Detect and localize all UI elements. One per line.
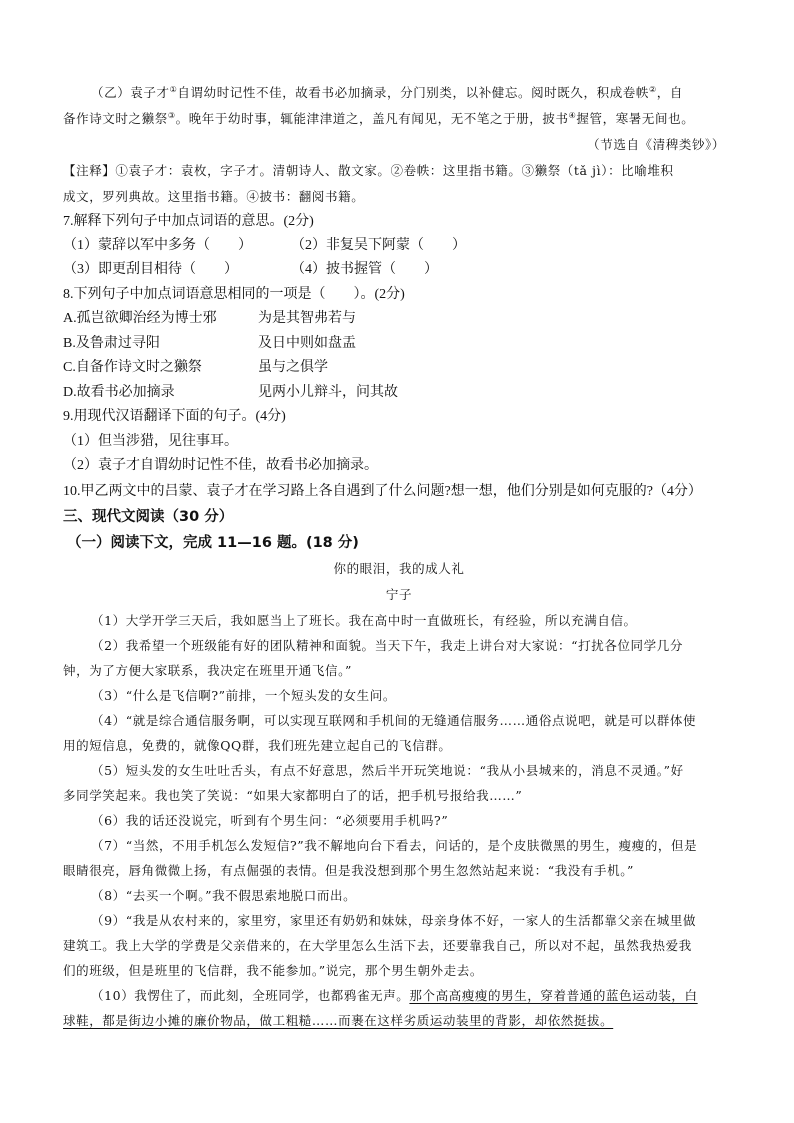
story-paragraph-8: （8）“去买一个啊。”我不假思索地脱口而出。 [91, 887, 357, 903]
section-3-title: 三、现代文阅读（30 分） [63, 508, 234, 525]
passage-b-line-2: 备作诗文时之獭祭③。晚年于幼时事，辄能津津道之，盖凡有闻见，无不笔之于册，披书④握管，寒暑无间也。 [63, 110, 695, 126]
question-9-item-2: （2）袁子才自谓幼时记性不佳，故看书必加摘录。 [63, 458, 378, 473]
question-8-stem: 8.下列句子中加点词语意思相同的一项是（ ）。(2分) [63, 287, 405, 302]
footnote-mark: ① [169, 84, 178, 94]
passage-b-line-1: （乙）袁子才①自谓幼时记性不佳，故看书必加摘录，分门别类，以补健忘。阅时既久，积成卷帙②，自 [91, 84, 683, 100]
question-7-item-3: （3）即更刮目相待（ ） [63, 262, 238, 277]
question-7-item-4: （4）披书握管（ ） [291, 262, 438, 277]
story-paragraph-9: （9）“我是从农村来的，家里穷，家里还有奶奶和妹妹，母亲身体不好，一家人的生活都靠父亲在城里做 建筑工。我上大学的学费是父亲借来的，在大学里怎么生活下去，还要靠我自己，所以对不起，虽然我热爱我 们的班级，但是班里的飞信群，我不能参加。”说完，那个男生朝外走去。 [63, 912, 697, 978]
story-paragraph-4: （4）“就是综合通信服务啊，可以实现互联网和手机间的无缝通信服务……通俗点说吧，就是可以群体使 用的短信息，免费的，就像QQ群，我们班先建立起自己的飞信群。 [63, 712, 697, 753]
exam-page [63, 80, 735, 1033]
story-title: 你的眼泪，我的成人礼 [333, 560, 465, 576]
question-7-stem: 7.解释下列句子中加点词语的意思。(2分) [63, 214, 314, 229]
story-paragraph-2: （2）我希望一个班级能有好的团队精神和面貌。当天下午，我走上讲台对大家说：“打扰各位同学几分 钟，为了方便大家联系，我决定在班里开通飞信。” [63, 637, 683, 678]
footnote-mark: ③ [167, 110, 176, 120]
underlined-sentence-cont: 球鞋，都是街边小摊的廉价物品，做工粗糙……而裹在这样劣质运动装里的背影，却依然挺拔。 [63, 1012, 614, 1028]
story-paragraph-6: （6）我的话还没说完，听到有个男生问：“必须要用手机吗?” [91, 812, 449, 828]
story-author: 宁子 [385, 586, 413, 602]
story-paragraph-1: （1）大学开学三天后，我如愿当上了班长。我在高中时一直做班长，有经验，所以充满自信。 [91, 612, 637, 628]
question-8-option-d: D.故看书必加摘录 见两小儿辩斗，问其故 [63, 384, 398, 400]
annotation-line-2: 成文，罗列典故。这里指书籍。④披书：翻阅书籍。 [63, 189, 365, 204]
question-9-item-1: （1）但当涉猎，见往事耳。 [63, 433, 238, 449]
question-8 [63, 282, 735, 405]
question-10 [63, 479, 735, 504]
question-7-item-1: （1）蒙辞以军中多务（ ） [63, 238, 252, 253]
story-paragraph-3: （3）“什么是飞信啊?”前排，一个短头发的女生问。 [91, 687, 396, 703]
story-paragraph-5: （5）短头发的女生吐吐舌头，有点不好意思，然后半开玩笑地说：“我从小县城来的，消息不灵通。”好 多同学笑起来。我也笑了笑说：“如果大家都明白了的话，把手机号报给我……” [63, 762, 684, 803]
footnote-mark: ② [649, 84, 657, 94]
question-9 [63, 405, 735, 479]
question-8-option-b: B.及鲁肃过寻阳 及日中则如盘盂 [63, 335, 356, 351]
question-8-option-c: C.自备作诗文时之獭祭 虽与之俱学 [63, 360, 328, 375]
passage-b-source: （节选自《清稗类钞》） [587, 137, 725, 152]
question-7 [63, 210, 735, 282]
annotation-line-1: 【注释】①袁子才：袁枚，字子才。清朝诗人、散文家。②卷帙：这里指书籍。③獭祭（tǎ jì）：比喻堆积 [63, 163, 674, 178]
question-7-row-2 [63, 258, 735, 282]
passage-b-cont [63, 106, 735, 210]
question-9-stem: 9.用现代汉语翻译下面的句子。(4分) [63, 409, 286, 424]
section-3-subtitle: （一）阅读下文，完成 11—16 题。(18 分) [67, 534, 359, 551]
question-10-stem: 10.甲乙两文中的吕蒙、袁子才在学习路上各自遇到了什么问题?想一想，他们分别是如何克服的?（4分） [63, 483, 702, 499]
passage-b [63, 80, 735, 106]
story-paragraph-10: （10）我愣住了，而此刻，全班同学，也都鸦雀无声。那个高高瘦瘦的男生，穿着普通的蓝色运动装，白 球鞋，都是街边小摊的廉价物品，做工粗糙……而裹在这样劣质运动装里的背影，却依然挺拔。 [63, 987, 698, 1028]
question-8-option-a: A.孤岂欲卿治经为博士邪 为是其智弗若与 [63, 311, 356, 326]
story-paragraph-7: （7）“当然，不用手机怎么发短信?”我不解地向台下看去，问话的，是个皮肤微黑的男生，瘦瘦的，但是 眼睛很亮，唇角微微上扬，有点倔强的表情。但是我没想到那个男生忽然站起来说：“我没有手机。” [63, 837, 698, 878]
story [63, 556, 735, 1033]
question-7-item-2: （2）非复吴下阿蒙（ ） [291, 238, 466, 253]
question-7-row-1 [63, 234, 735, 258]
footnote-mark: ④ [568, 110, 577, 120]
underlined-sentence: 那个高高瘦瘦的男生，穿着普通的蓝色运动装，白 [409, 987, 698, 1003]
